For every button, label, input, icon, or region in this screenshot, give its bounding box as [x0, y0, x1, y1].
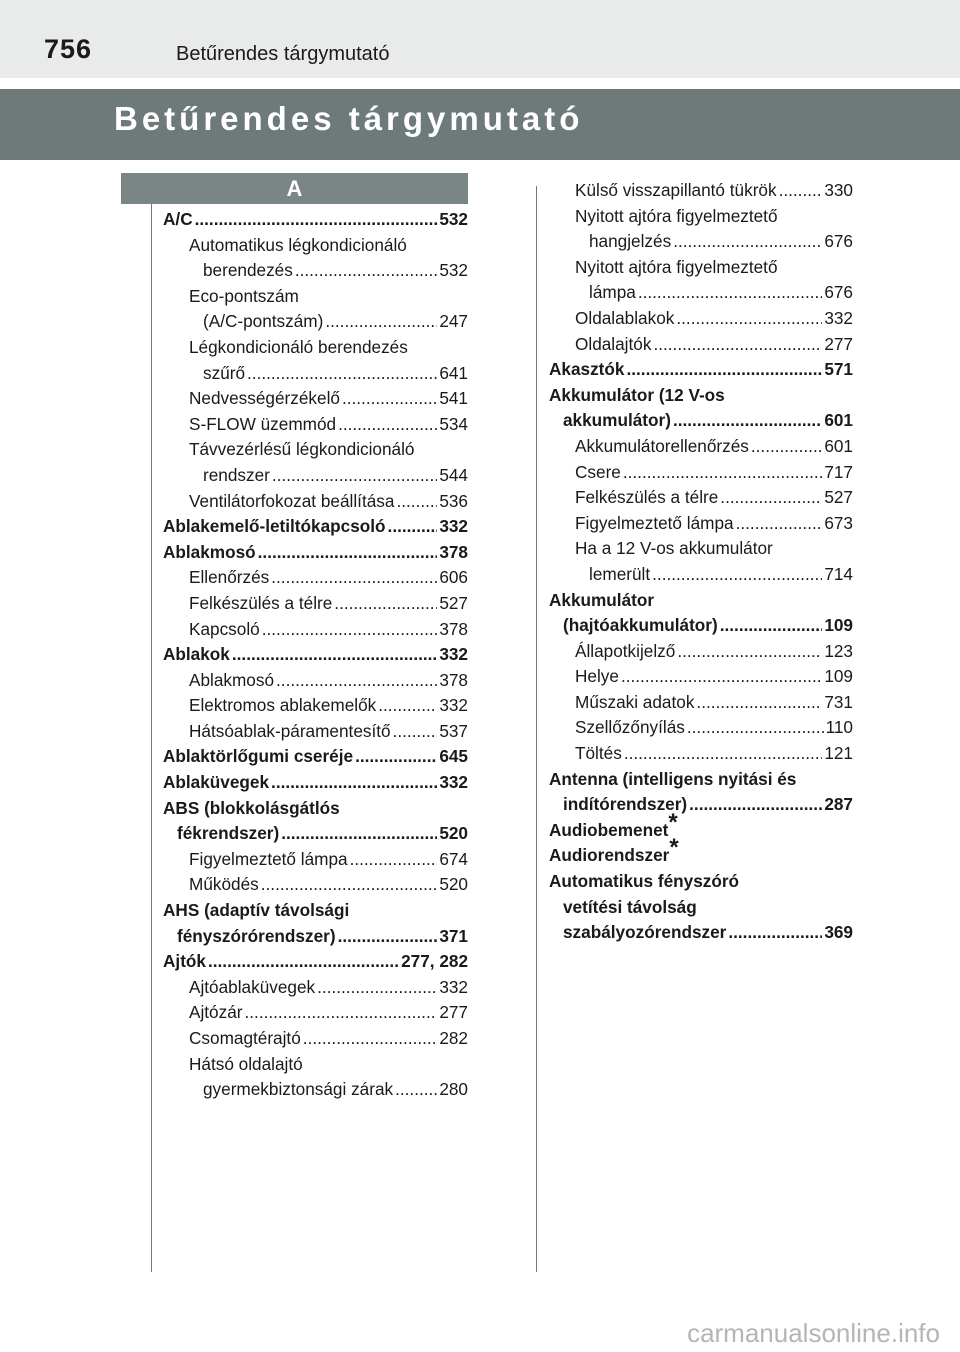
index-entry-text: vetítési távolság	[563, 896, 697, 917]
index-entry	[549, 895, 853, 921]
dot-leader	[676, 306, 822, 332]
page-reference[interactable]: 282	[439, 1028, 468, 1048]
index-entry-text: Akkumulátor	[549, 589, 655, 610]
dot-leader	[621, 664, 822, 690]
index-entry	[549, 460, 853, 486]
index-entry-text: lámpa	[589, 282, 636, 303]
index-entry-text: Ajtók	[163, 951, 206, 972]
dot-leader	[245, 1000, 438, 1026]
index-entry	[163, 1077, 468, 1103]
dot-leader	[779, 178, 823, 204]
dot-leader	[626, 357, 822, 383]
index-entry	[549, 332, 853, 358]
index-entry	[549, 204, 853, 230]
index-entry-text: Oldalajtók	[575, 333, 652, 354]
page-reference[interactable]: 534	[439, 413, 468, 434]
index-column-left	[163, 207, 468, 1103]
index-entry-text: Akasztók	[549, 359, 625, 380]
page-reference[interactable]: 277, 282	[401, 951, 468, 972]
index-entry-text: Automatikus fényszóró	[549, 871, 740, 892]
dot-leader	[247, 361, 437, 387]
page-reference[interactable]: 714	[824, 563, 853, 584]
index-entry-text: Csomagtérajtó	[189, 1028, 301, 1048]
index-entry-text: szabályozórendszer	[563, 922, 727, 943]
index-entry	[163, 361, 468, 387]
index-entry-text: Audiobemenet	[549, 819, 669, 840]
page-reference[interactable]: 676	[824, 282, 853, 303]
index-entry	[549, 767, 853, 793]
index-entry-text: Ventilátorfokozat beállítása	[189, 490, 395, 511]
page-reference[interactable]: 287	[824, 794, 853, 815]
index-entry-text: Távvezérlésű légkondicionáló	[189, 439, 415, 460]
page-reference[interactable]: 280	[439, 1079, 468, 1100]
footnote-star: *	[668, 808, 678, 836]
page-reference[interactable]: 378	[439, 541, 468, 562]
index-entry-text: Felkészülés a télre	[575, 487, 719, 508]
index-entry-text: szűrő	[203, 362, 246, 383]
index-entry-text: indítórendszer)	[563, 794, 688, 815]
index-entry-text: Ablakok	[163, 644, 230, 665]
index-entry-text: Automatikus légkondicionáló	[189, 234, 407, 255]
page-reference[interactable]: 532	[439, 209, 468, 229]
index-entry	[163, 233, 468, 259]
index-entry-text: Akkumulátorellenőrzés	[575, 435, 749, 456]
index-entry	[549, 920, 853, 946]
index-entry-text: fényszórórendszer)	[177, 925, 336, 946]
page-reference[interactable]: 277	[824, 333, 853, 354]
index-entry	[549, 639, 853, 665]
index-entry-text: Műszaki adatok	[575, 691, 695, 712]
dot-leader	[388, 514, 438, 540]
index-entry	[163, 770, 468, 796]
footnote-star: *	[669, 834, 679, 862]
page-header	[0, 0, 960, 78]
index-entry	[549, 834, 853, 869]
page-reference[interactable]: 527	[824, 487, 853, 508]
index-entry	[549, 869, 853, 895]
index-entry-text: AHS (adaptív távolsági	[163, 900, 350, 921]
index-entry	[549, 511, 853, 537]
index-entry-text: Elektromos ablakemelők	[189, 695, 377, 716]
page-reference[interactable]: 378	[439, 618, 468, 639]
index-entry-text: lemerült	[589, 563, 651, 584]
index-entry	[163, 284, 468, 310]
page-reference[interactable]: 332	[439, 772, 468, 793]
index-entry	[549, 536, 853, 562]
dot-leader	[638, 280, 823, 306]
index-entry-text: Eco-pontszám	[189, 285, 299, 306]
index-entry-text: Ellenőrzés	[189, 567, 270, 588]
index-entry-text: (hajtóakkumulátor)	[563, 615, 718, 636]
dot-leader	[687, 715, 824, 741]
dot-leader	[653, 332, 822, 358]
index-entry	[163, 668, 468, 694]
dot-leader	[623, 460, 822, 486]
index-entry-text: Audiorendszer	[549, 845, 670, 866]
page-reference[interactable]: 123	[824, 640, 853, 661]
page-reference[interactable]: 109	[824, 615, 853, 636]
dot-leader	[325, 309, 437, 335]
dot-leader	[751, 434, 822, 460]
index-entry	[163, 872, 468, 898]
index-entry	[549, 562, 853, 588]
page-reference[interactable]: 247	[439, 311, 468, 332]
index-entry-text: (A/C-pontszám)	[203, 311, 324, 332]
index-entry-text: Akkumulátor (12 V-os	[549, 384, 725, 405]
dot-leader	[232, 642, 437, 668]
index-entry	[549, 280, 853, 306]
dot-leader	[334, 591, 437, 617]
index-entry	[549, 306, 853, 332]
index-entry-text: Töltés	[575, 743, 622, 764]
index-entry-text: Ablaküvegek	[163, 772, 270, 793]
index-entry	[163, 489, 468, 515]
index-entry	[163, 642, 468, 668]
index-entry-text: Hátsó oldalajtó	[189, 1053, 303, 1074]
page-reference[interactable]: 641	[439, 362, 468, 383]
index-entry	[549, 808, 853, 844]
dot-leader	[396, 489, 437, 515]
page-reference[interactable]: 601	[824, 410, 853, 431]
index-entry-text: A/C	[163, 209, 193, 229]
page-reference[interactable]: 332	[824, 307, 853, 328]
index-column-right	[549, 178, 853, 946]
index-entry-text: Ablakemelő-letiltókapcsoló	[163, 516, 386, 537]
index-entry	[163, 412, 468, 438]
index-entry-text: ABS (blokkolásgátlós	[163, 797, 340, 818]
index-entry	[549, 690, 853, 716]
dot-leader	[689, 792, 822, 818]
index-entry	[163, 924, 468, 950]
page-reference[interactable]: 673	[824, 512, 853, 533]
index-entry-text: Ajtóablaküvegek	[189, 976, 316, 997]
index-entry	[163, 744, 468, 770]
index-entry	[163, 1026, 468, 1052]
dot-leader	[317, 975, 437, 1001]
index-entry	[163, 540, 468, 566]
dot-leader	[276, 668, 437, 694]
index-entry-text: Nyitott ajtóra figyelmeztető	[575, 256, 778, 277]
index-entry-text: Ajtózár	[189, 1002, 243, 1023]
index-entry-text: Légkondicionáló berendezés	[189, 336, 408, 357]
page-reference[interactable]: 110	[825, 717, 853, 738]
index-entry-text: Helye	[575, 666, 619, 687]
dot-leader	[652, 562, 822, 588]
index-entry	[549, 715, 853, 741]
index-entry	[163, 437, 468, 463]
page-reference[interactable]: 371	[439, 925, 468, 946]
page-reference[interactable]: 332	[439, 976, 468, 997]
index-entry	[163, 821, 468, 847]
dot-leader	[195, 207, 438, 233]
page-reference[interactable]: 645	[439, 746, 468, 767]
index-entry-text: Ablakmosó	[163, 541, 256, 562]
dot-leader	[208, 949, 399, 975]
page-reference[interactable]: 332	[439, 516, 468, 537]
index-entry-text: S-FLOW üzemmód	[189, 413, 337, 434]
index-entry	[163, 796, 468, 822]
page-reference[interactable]: 731	[824, 691, 853, 712]
index-entry	[549, 741, 853, 767]
dot-leader	[281, 821, 437, 847]
column-rule-middle	[536, 186, 537, 1272]
index-entry	[163, 719, 468, 745]
dot-leader	[677, 639, 822, 665]
column-rule-left	[151, 204, 152, 1272]
letter-heading: A	[286, 176, 303, 201]
index-entry-text: Figyelmeztető lámpa	[575, 512, 734, 533]
page-reference[interactable]: 378	[439, 669, 468, 690]
index-entry-text: Hátsóablak-páramentesítő	[189, 720, 391, 741]
index-entry	[549, 485, 853, 511]
watermark: carmanualsonline.info	[687, 1318, 940, 1348]
index-entry-text: Nyitott ajtóra figyelmeztető	[575, 205, 778, 226]
dot-leader	[378, 693, 437, 719]
index-entry	[163, 975, 468, 1001]
running-header-title: Betűrendes tárgymutató	[176, 43, 390, 65]
dot-leader	[271, 770, 437, 796]
page-reference[interactable]: 571	[824, 359, 853, 380]
dot-leader	[393, 719, 438, 745]
page-reference[interactable]: 330	[824, 180, 853, 200]
index-entry	[549, 255, 853, 281]
page-reference[interactable]: 532	[439, 260, 468, 281]
index-entry-text: gyermekbiztonsági zárak	[203, 1079, 394, 1100]
index-entry-text: Működés	[189, 874, 259, 895]
index-entry-text: Ha a 12 V-os akkumulátor	[575, 538, 773, 559]
index-entry	[549, 408, 853, 434]
index-entry-text: Antenna (intelligens nyitási és	[549, 768, 797, 789]
index-entry-text: Figyelmeztető lámpa	[189, 848, 348, 869]
page-reference[interactable]: 121	[824, 743, 853, 764]
index-entry	[549, 229, 853, 255]
page-reference[interactable]: 606	[439, 567, 468, 588]
index-entry	[163, 514, 468, 540]
index-entry	[549, 613, 853, 639]
page-reference[interactable]: 520	[439, 874, 468, 895]
dot-leader	[295, 258, 437, 284]
index-entry-text: Kapcsoló	[189, 618, 260, 639]
dot-leader	[736, 511, 823, 537]
page-reference[interactable]: 674	[439, 848, 468, 869]
dot-leader	[720, 613, 823, 639]
index-entry-text: Nedvességérzékelő	[189, 388, 340, 409]
dot-leader	[272, 463, 437, 489]
dot-leader	[338, 412, 437, 438]
dot-leader	[303, 1026, 438, 1052]
dot-leader	[696, 690, 822, 716]
index-entry	[549, 383, 853, 409]
index-entry	[163, 258, 468, 284]
index-title: Betűrendes tárgymutató	[114, 100, 584, 137]
index-entry-text: Szellőzőnyílás	[575, 717, 685, 738]
index-entry	[163, 1000, 468, 1026]
index-entry-text: Csere	[575, 461, 621, 482]
index-entry	[163, 949, 468, 975]
dot-leader	[673, 229, 822, 255]
page-reference[interactable]: 527	[439, 592, 468, 613]
dot-leader	[355, 744, 437, 770]
dot-leader	[624, 741, 823, 767]
index-entry	[163, 309, 468, 335]
index-entry	[163, 207, 468, 233]
index-entry	[163, 693, 468, 719]
index-entry-text: Állapotkijelző	[575, 640, 676, 661]
page-reference[interactable]: 537	[439, 720, 468, 741]
index-entry	[549, 664, 853, 690]
page-reference[interactable]: 277	[439, 1002, 468, 1023]
page-reference[interactable]: 332	[439, 644, 468, 665]
dot-leader	[728, 920, 822, 946]
index-entry	[163, 1052, 468, 1078]
index-entry	[549, 357, 853, 383]
dot-leader	[262, 617, 438, 643]
index-entry	[549, 434, 853, 460]
index-entry	[163, 847, 468, 873]
index-entry	[163, 565, 468, 591]
dot-leader	[258, 540, 438, 566]
page-reference[interactable]: 717	[824, 461, 853, 482]
page-reference[interactable]: 520	[439, 823, 468, 844]
dot-leader	[338, 924, 438, 950]
dot-leader	[271, 565, 437, 591]
index-entry-text: hangjelzés	[589, 231, 672, 252]
dot-leader	[261, 872, 438, 898]
index-entry	[549, 178, 853, 204]
page-number: 756	[44, 34, 93, 64]
index-entry-text: berendezés	[203, 260, 293, 281]
page-reference[interactable]: 544	[439, 464, 468, 485]
page-reference[interactable]: 536	[439, 490, 468, 511]
dot-leader	[342, 386, 437, 412]
page-reference[interactable]: 541	[439, 388, 468, 409]
index-entry	[163, 463, 468, 489]
index-entry-text: akkumulátor)	[563, 410, 671, 431]
dot-leader	[395, 1077, 437, 1103]
index-entry	[163, 617, 468, 643]
index-entry-text: Ablakmosó	[189, 669, 275, 690]
index-entry	[163, 898, 468, 924]
dot-leader	[673, 408, 822, 434]
index-entry	[549, 792, 853, 818]
page-reference[interactable]: 369	[824, 922, 853, 943]
index-entry-text: Felkészülés a télre	[189, 592, 333, 613]
index-entry	[163, 591, 468, 617]
index-entry	[163, 335, 468, 361]
dot-leader	[720, 485, 822, 511]
page-reference[interactable]: 332	[439, 695, 468, 716]
index-entry	[163, 386, 468, 412]
page-reference[interactable]: 676	[824, 231, 853, 252]
index-entry-text: Ablaktörlőgumi cseréje	[163, 746, 354, 767]
index-entry-text: rendszer	[203, 464, 270, 485]
index-entry	[549, 588, 853, 614]
page-reference[interactable]: 601	[824, 435, 853, 456]
dot-leader	[350, 847, 438, 873]
page-reference[interactable]: 109	[824, 666, 853, 687]
index-entry-text: Oldalablakok	[575, 307, 675, 328]
index-entry-text: fékrendszer)	[177, 823, 280, 844]
index-entry-text: Külső visszapillantó tükrök	[575, 180, 777, 200]
